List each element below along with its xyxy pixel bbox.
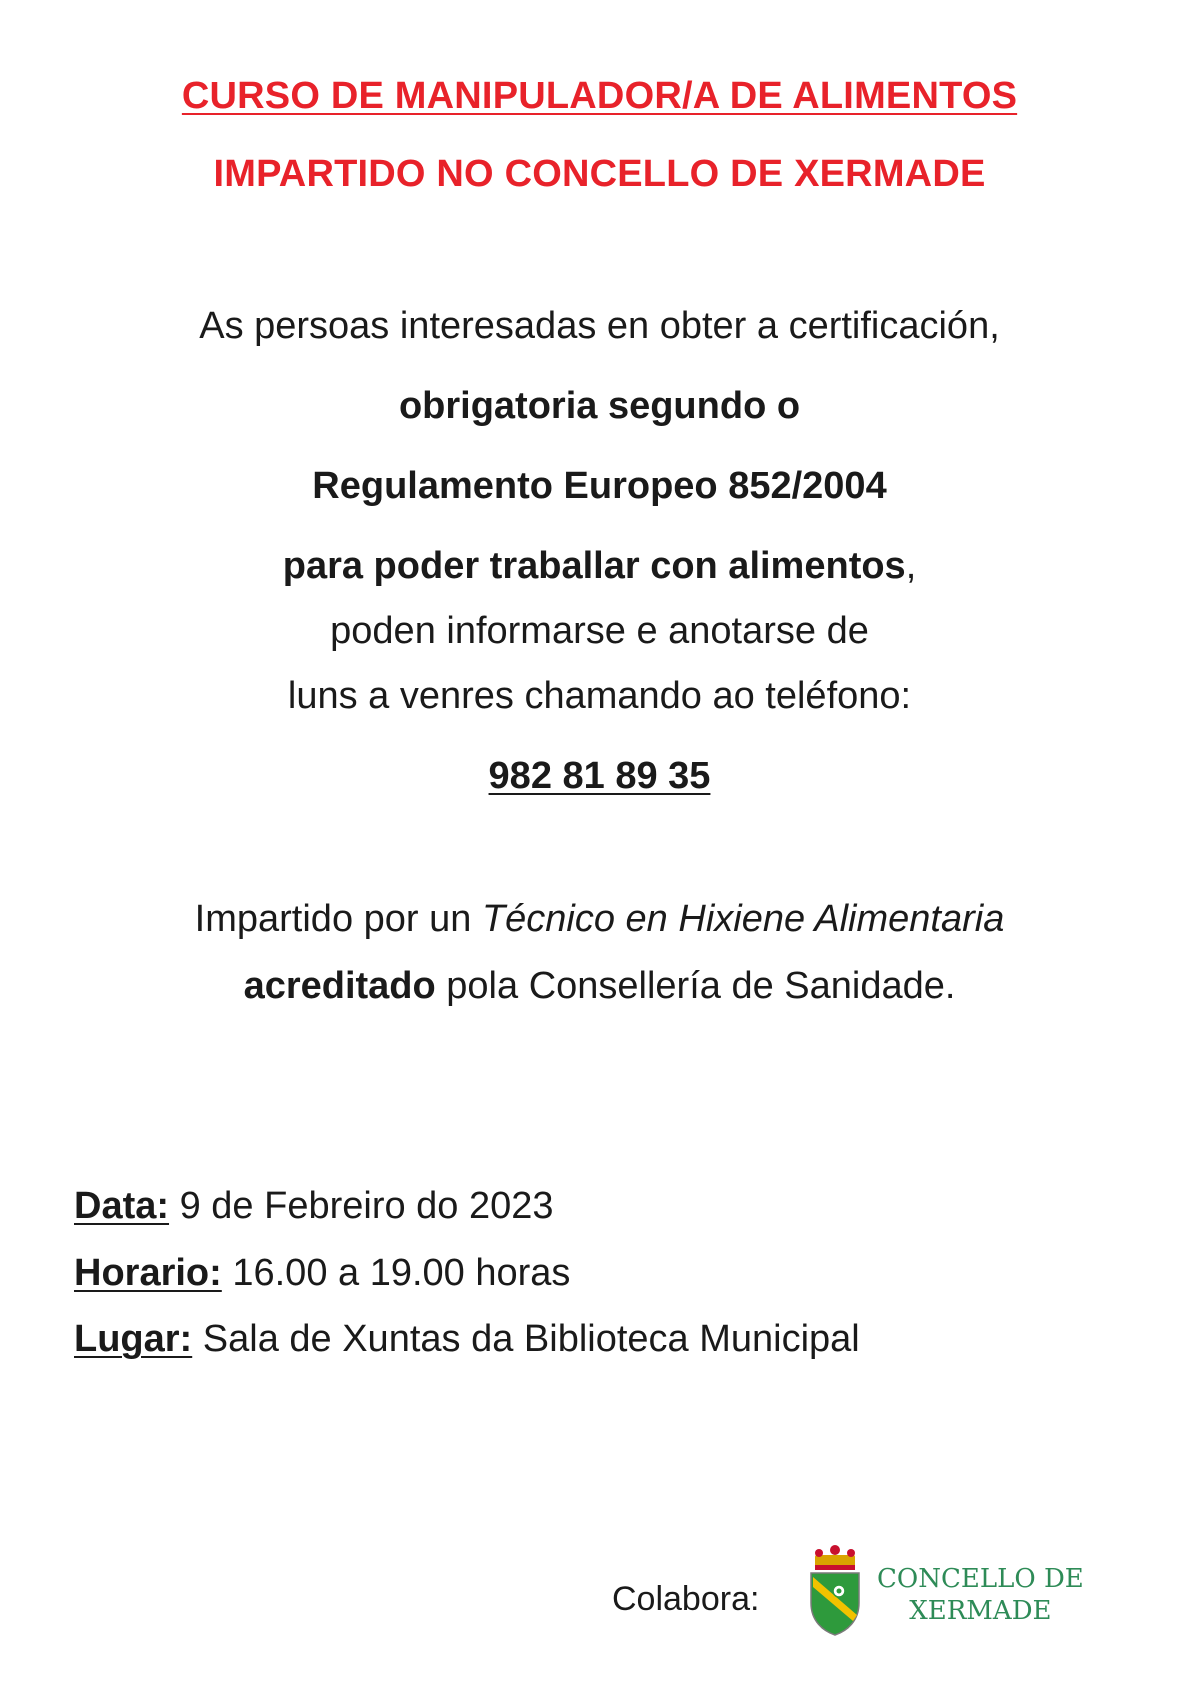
coat-of-arms-icon: [805, 1545, 865, 1637]
intro-line-1: As persoas interesadas en obter a certificación,: [199, 305, 1000, 347]
intro-line-4: [0, 545, 1199, 588]
title-line-2: IMPARTIDO NO CONCELLO DE XERMADE: [213, 153, 986, 195]
instructor-line-2: [0, 965, 1199, 1008]
colabora-label: Colabora:: [612, 1580, 760, 1618]
logo-text: [877, 1563, 1084, 1627]
intro-line-2: obrigatoria segundo o: [398, 385, 801, 427]
detail-place: [74, 1318, 860, 1361]
intro-line-6: luns a venres chamando ao teléfono:: [287, 675, 912, 717]
place-label: Lugar:: [74, 1318, 193, 1360]
concello-logo: [805, 1545, 1105, 1635]
instructor-accredited: acreditado: [243, 965, 436, 1007]
place-value: Sala de Xuntas da Biblioteca Municipal: [192, 1318, 860, 1360]
detail-time: [74, 1252, 570, 1295]
time-value: 16.00 a 19.00 horas: [221, 1252, 571, 1294]
date-value: 9 de Febreiro do 2023: [169, 1185, 554, 1227]
intro-line-5: poden informarse e anotarse de: [330, 610, 869, 652]
detail-date: [74, 1185, 554, 1228]
instructor-line-1: [0, 898, 1199, 941]
intro-line-4-bold: para poder traballar con alimentos: [282, 545, 906, 587]
logo-line-1: CONCELLO DE: [877, 1564, 1084, 1594]
time-label: Horario:: [74, 1252, 222, 1294]
phone-number: 982 81 89 35: [488, 755, 711, 797]
date-label: Data:: [74, 1185, 170, 1227]
instructor-suffix: pola Consellería de Sanidade.: [435, 965, 956, 1007]
instructor-title: Técnico en Hixiene Alimentaria: [481, 898, 1005, 940]
title-line-1: CURSO DE MANIPULADOR/A DE ALIMENTOS: [181, 75, 1018, 117]
intro-line-3: Regulamento Europeo 852/2004: [312, 465, 887, 507]
intro-line-4-rest: ,: [905, 545, 917, 587]
instructor-prefix: Impartido por un: [194, 898, 482, 940]
logo-line-2: XERMADE: [909, 1596, 1052, 1626]
